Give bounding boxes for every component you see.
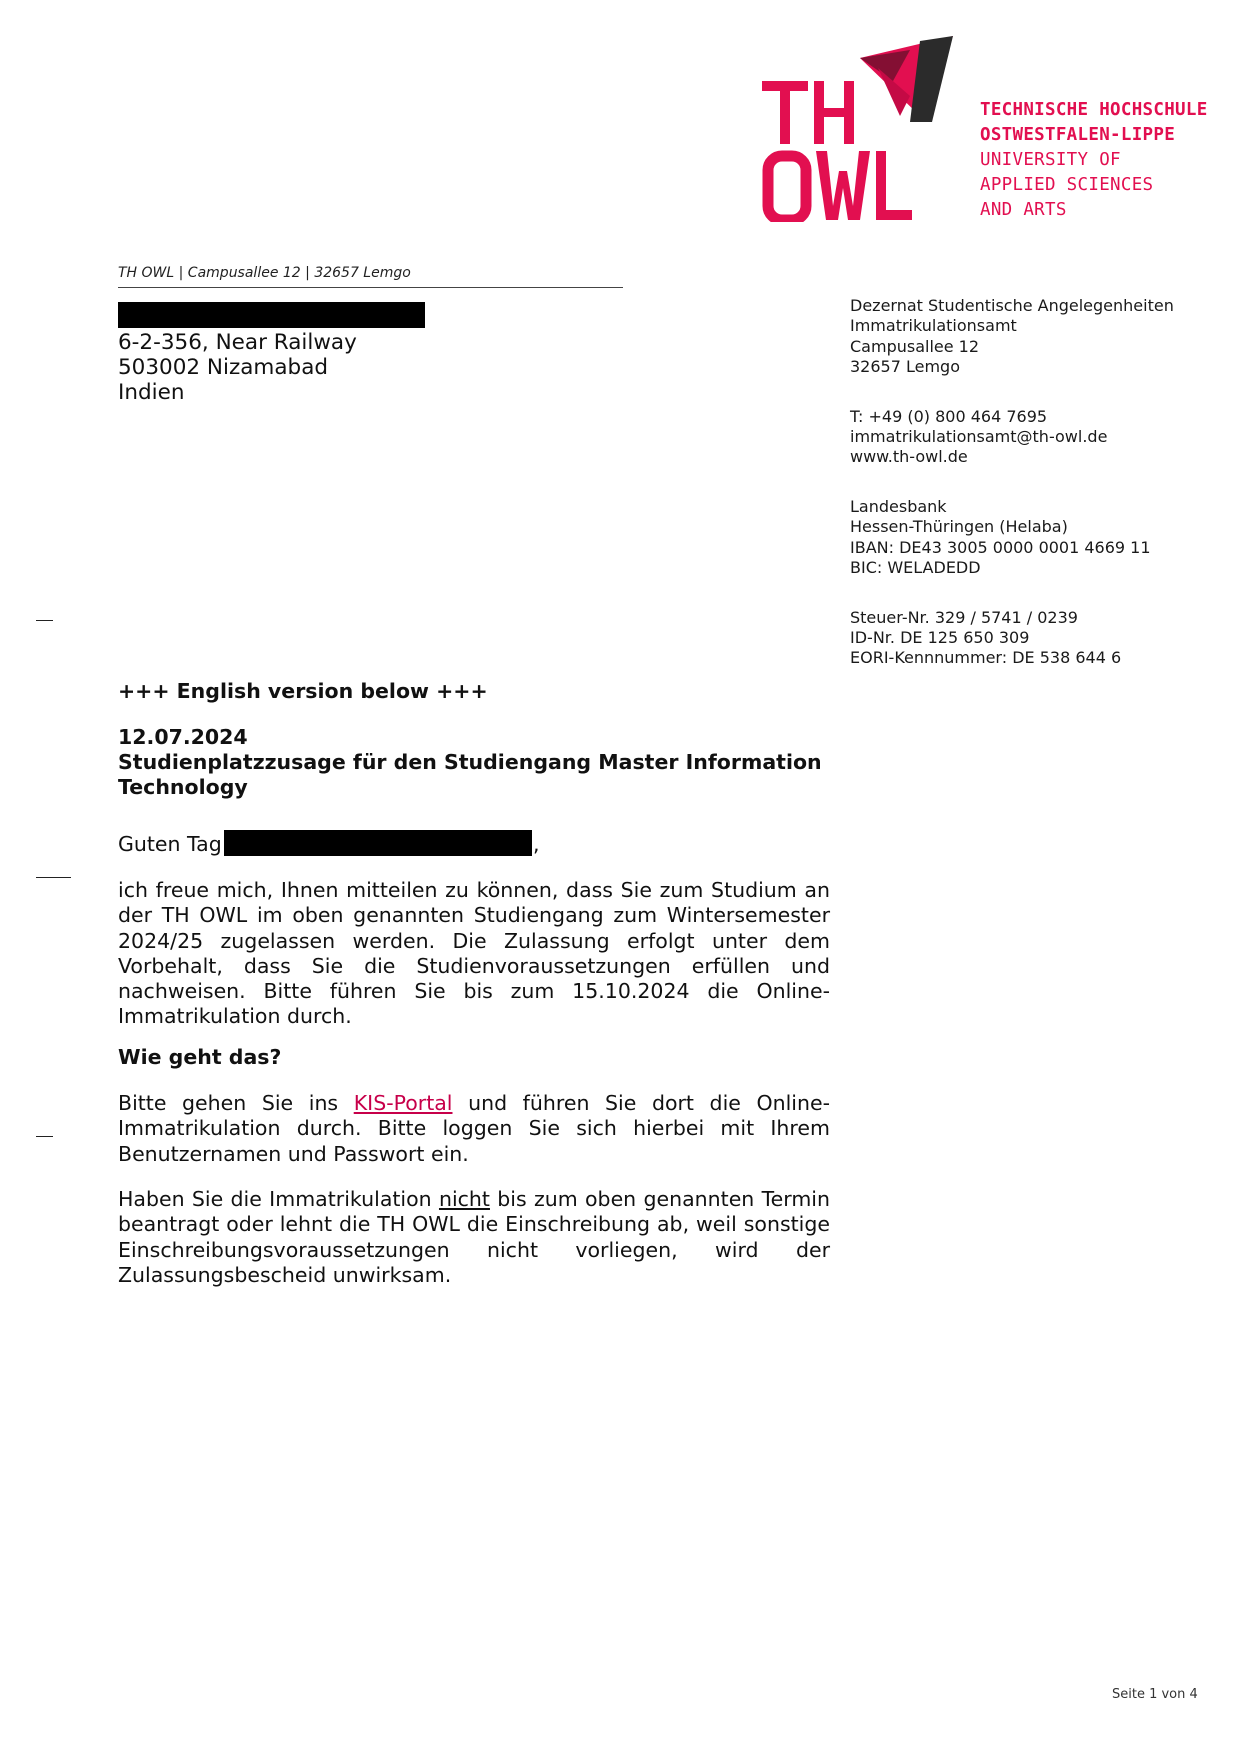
paragraph-admission: ich freue mich, Ihnen mitteilen zu können, dass Sie zum Studium an der TH OWL im oben genannten Studiengang zum Wintersemester 2024/25 zugelassen werden. Die Zulassung erfolgt unter dem Vorbehalt, dass Sie die Studienvoraussetzungen erfüllen und nachweisen. Bitte führen Sie bis zum 15.10.2024 die Online-Immatrikulation durch. [118,878,830,1029]
tax-block [850,608,1190,669]
subject-line: Studienplatzzusage für den Studiengang Master Information [118,750,822,774]
department-block [850,296,1190,377]
department-line: Campusallee 12 [850,336,980,356]
bank-line: BIC: WELADEDD [850,557,981,577]
text-span: bis zum oben genannten Termin beantragt oder lehnt die TH OWL die Einschreibung ab, weil sonstige Einschreibungsvoraussetzungen nicht vorliegen, wird der Zulassungsbescheid unwirksam. [118,1187,830,1287]
text-span: und führen Sie dort die Online-Immatrikulation durch. Bitte loggen Sie sich hierbei mit Ihrem Benutzernamen und Passwort ein. [118,1091,830,1166]
tax-line: EORI-Kennnummer: DE 538 644 6 [850,648,1122,668]
paragraph-warning [118,1187,830,1288]
department-line: 32657 Lemgo [850,356,960,376]
subject-line: Technology [118,775,248,799]
paragraph-instructions [118,1091,830,1167]
page-number: Seite 1 von 4 [1112,1687,1198,1702]
recipient-line: Indien [118,380,185,405]
redacted-recipient-name [224,830,532,856]
english-version-note: +++ English version below +++ [118,679,488,703]
bank-line: IBAN: DE43 3005 0000 0001 4669 11 [850,537,1151,557]
department-line: Immatrikulationsamt [850,316,1017,336]
letter-subject [118,750,838,800]
email-link[interactable]: immatrikulationsamt@th-owl.de [850,426,1108,446]
greeting [118,832,222,857]
department-line: Dezernat Studentische Angelegenheiten [850,296,1174,315]
section-heading: Wie geht das? [118,1045,282,1069]
sender-return-address: TH OWL | Campusallee 12 | 32657 Lemgo [118,263,623,288]
logo-triangle-icon [860,36,953,122]
logo-wordmark [980,98,1208,223]
kis-portal-link[interactable]: KIS-Portal [353,1091,453,1115]
punch-mark [36,877,71,878]
text-span: Bitte gehen Sie ins [118,1091,354,1115]
fold-mark [36,620,53,621]
phone-number: T: +49 (0) 800 464 7695 [850,406,1048,426]
th-owl-logo [760,36,970,222]
logo-line: UNIVERSITY OF [980,150,1121,170]
recipient-address [118,330,357,405]
letter-date: 12.07.2024 [118,725,248,749]
tax-line: ID-Nr. DE 125 650 309 [850,628,1030,648]
greeting-text: Guten Tag [118,832,222,856]
bank-line: Hessen-Thüringen (Helaba) [850,517,1068,537]
logo-line: APPLIED SCIENCES [980,175,1154,195]
recipient-line: 6-2-356, Near Railway [118,330,357,355]
contact-sidebar [850,296,1190,698]
emphasis-text: nicht [438,1187,490,1211]
logo-lettering [762,81,912,220]
fold-mark [36,1136,53,1137]
bank-line: Landesbank [850,497,947,517]
logo-line: TECHNISCHE HOCHSCHULE [980,100,1208,120]
recipient-line: 503002 Nizamabad [118,355,329,380]
logo-line: OSTWESTFALEN-LIPPE [980,125,1176,145]
redacted-recipient-name [118,302,425,328]
website-link[interactable]: www.th-owl.de [850,447,968,467]
contact-block [850,407,1190,468]
text-span: Haben Sie die Immatrikulation [118,1187,439,1211]
logo-line: AND ARTS [980,200,1067,220]
greeting-comma: , [533,832,540,856]
tax-line: Steuer-Nr. 329 / 5741 / 0239 [850,607,1078,627]
bank-block [850,497,1190,578]
